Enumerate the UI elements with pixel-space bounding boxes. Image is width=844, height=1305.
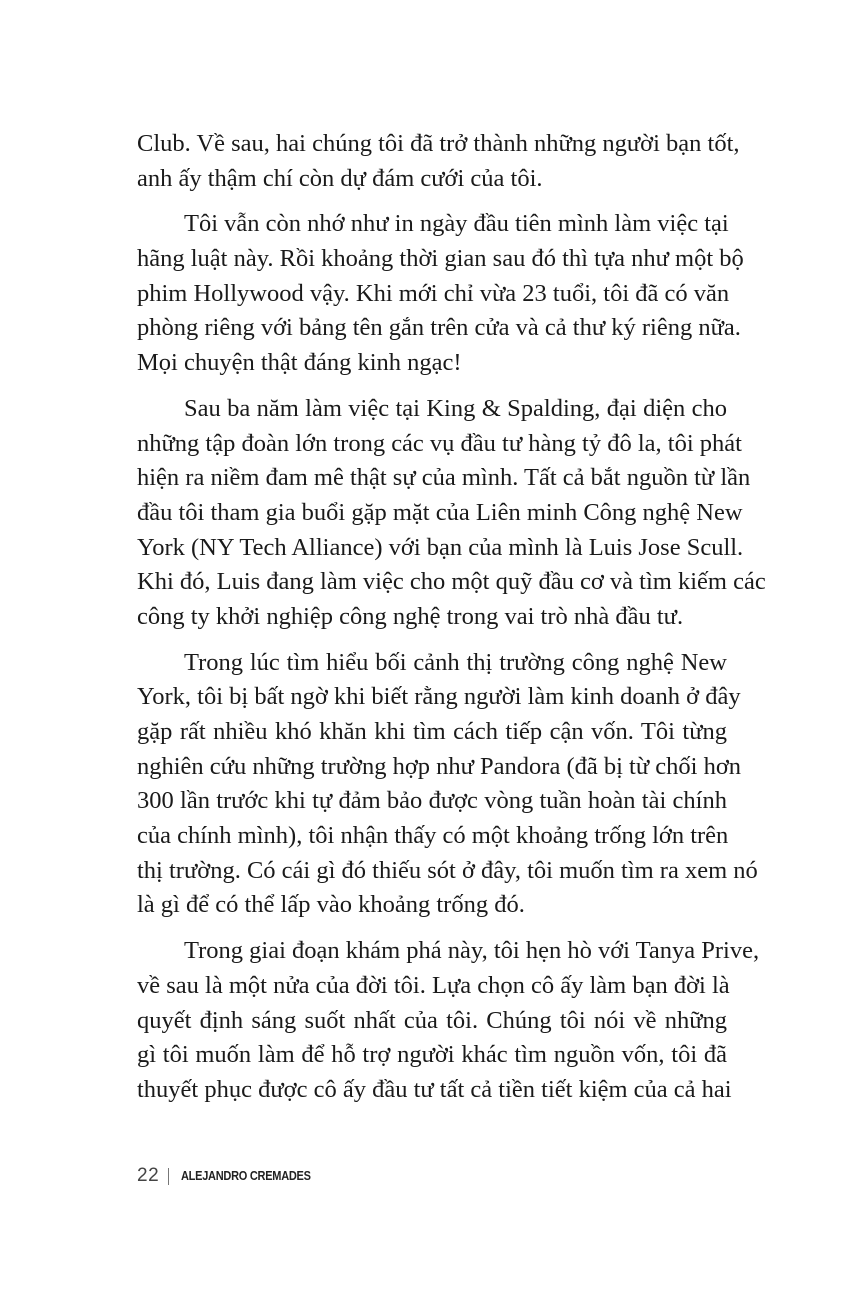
- text-line: Khi đó, Luis đang làm việc cho một quỹ đầu cơ và tìm kiếm các: [137, 568, 766, 596]
- text-line: Sau ba năm làm việc tại King & Spalding, đại diện cho: [184, 394, 727, 422]
- text-line: những tập đoàn lớn trong các vụ đầu tư hàng tỷ đô la, tôi phát: [137, 429, 742, 457]
- text-line: của chính mình), tôi nhận thấy có một khoảng trống lớn trên: [137, 822, 729, 850]
- text-line: hiện ra niềm đam mê thật sự của mình. Tất cả bắt nguồn từ lần: [137, 464, 751, 492]
- text-line: York (NY Tech Alliance) với bạn của mình là Luis Jose Scull.: [137, 533, 744, 561]
- paragraph: [137, 934, 760, 1107]
- text-line: gặp rất nhiều khó khăn khi tìm cách tiếp cận vốn. Tôi từng: [137, 718, 727, 745]
- text-line: gì tôi muốn làm để hỗ trợ người khác tìm nguồn vốn, tôi đã: [137, 1041, 727, 1069]
- text-line: thị trường. Có cái gì đó thiếu sót ở đây, tôi muốn tìm ra xem nó: [137, 856, 758, 884]
- author-name: ALEJANDRO CREMADES: [181, 1169, 311, 1183]
- text-line: Trong lúc tìm hiểu bối cảnh thị trường công nghệ New: [184, 648, 727, 676]
- text-line: công ty khởi nghiệp công nghệ trong vai trò nhà đầu tư.: [137, 602, 684, 630]
- page-number: 22: [137, 1165, 160, 1186]
- text-line: là gì để có thể lấp vào khoảng trống đó.: [137, 891, 525, 919]
- text-line: phim Hollywood vậy. Khi mới chỉ vừa 23 tuổi, tôi đã có văn: [137, 279, 730, 307]
- footer-divider: [168, 1168, 169, 1185]
- text-line: hãng luật này. Rồi khoảng thời gian sau đó thì tựa như một bộ: [137, 245, 744, 273]
- text-line: Trong giai đoạn khám phá này, tôi hẹn hò với Tanya Prive,: [184, 937, 760, 965]
- paragraph: [137, 392, 766, 635]
- text-line: Tôi vẫn còn nhớ như in ngày đầu tiên mình làm việc tại: [184, 210, 729, 238]
- text-line: 300 lần trước khi tự đảm bảo được vòng tuần hoàn tài chính: [137, 787, 727, 815]
- text-line: thuyết phục được cô ấy đầu tư tất cả tiền tiết kiệm của cả hai: [137, 1075, 732, 1103]
- paragraph: [137, 207, 744, 380]
- text-line: phòng riêng với bảng tên gắn trên cửa và cả thư ký riêng nữa.: [137, 314, 741, 342]
- text-line: về sau là một nửa của đời tôi. Lựa chọn cô ấy làm bạn đời là: [137, 971, 730, 999]
- text-line: nghiên cứu những trường hợp như Pandora (đã bị từ chối hơn: [137, 752, 742, 780]
- text-line: đầu tôi tham gia buổi gặp mặt của Liên minh Công nghệ New: [137, 498, 743, 526]
- text-line: anh ấy thậm chí còn dự đám cưới của tôi.: [137, 164, 543, 192]
- text-line: Mọi chuyện thật đáng kinh ngạc!: [137, 349, 462, 377]
- text-line: York, tôi bị bất ngờ khi biết rằng người làm kinh doanh ở đây: [137, 683, 741, 711]
- page-body: [137, 127, 766, 1119]
- text-line: quyết định sáng suốt nhất của tôi. Chúng tôi nói về những: [137, 1006, 727, 1034]
- paragraph: [137, 646, 758, 924]
- text-line: Club. Về sau, hai chúng tôi đã trở thành những người bạn tốt,: [137, 130, 740, 157]
- paragraph: [137, 127, 740, 196]
- page-footer: [137, 1163, 329, 1189]
